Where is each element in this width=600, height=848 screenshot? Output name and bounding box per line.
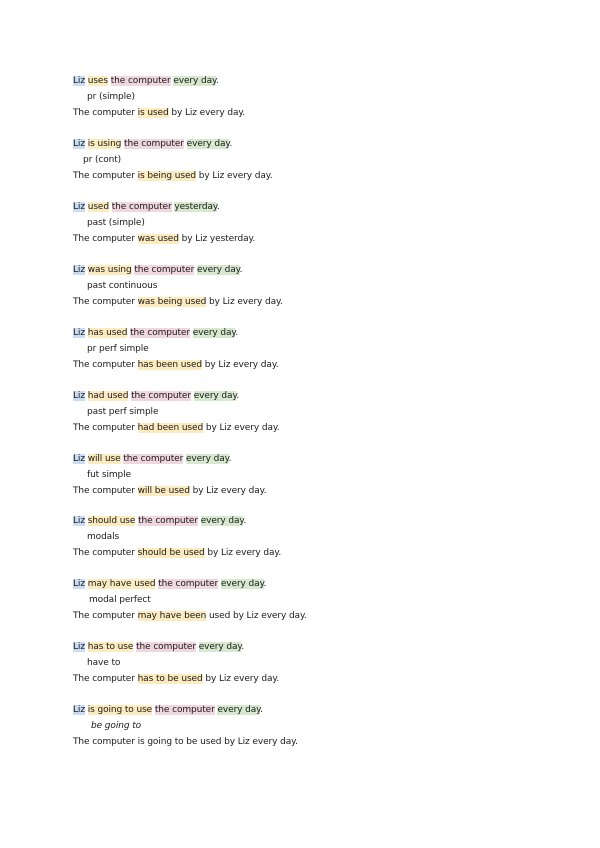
passive-sentence-segment: The computer <box>73 234 138 244</box>
tense-label: modals <box>87 532 120 542</box>
active-sentence-segment: the computer <box>131 391 191 401</box>
active-sentence-segment: the computer <box>158 579 219 589</box>
active-sentence-segment: Liz <box>73 642 85 652</box>
passive-sentence-segment: The computer <box>73 548 138 558</box>
active-sentence-segment: used <box>87 202 109 212</box>
passive-sentence-segment: The computer <box>73 486 138 496</box>
passive-sentence <box>73 671 573 687</box>
passive-sentence-segment: by Liz every day. <box>202 360 279 370</box>
passive-sentence-segment: should be used <box>137 548 205 558</box>
tense-label: be going to <box>91 721 142 731</box>
active-sentence-segment: may have used <box>87 579 156 589</box>
active-sentence-segment: Liz <box>73 139 85 149</box>
active-sentence-segment: should use <box>87 516 136 526</box>
active-sentence-segment: Liz <box>73 705 85 715</box>
active-sentence-segment: . <box>229 139 233 149</box>
passive-sentence-segment: The computer <box>73 360 138 370</box>
passive-sentence-segment: was used <box>137 234 179 244</box>
active-sentence-segment: . <box>239 265 243 275</box>
active-sentence <box>73 388 573 404</box>
active-sentence <box>73 639 573 655</box>
active-sentence-segment: . <box>260 705 263 715</box>
active-sentence-segment: Liz <box>73 454 85 464</box>
active-sentence-segment: the computer <box>123 454 184 464</box>
passive-sentence <box>73 105 573 121</box>
active-sentence-segment: the computer <box>138 516 198 526</box>
active-sentence-segment: the computer <box>110 76 171 86</box>
tense-label: fut simple <box>87 470 131 480</box>
passive-sentence <box>73 168 573 184</box>
sentence-group <box>73 262 573 310</box>
active-sentence-segment: . <box>236 391 240 401</box>
active-sentence-segment: . <box>243 516 247 526</box>
passive-sentence-segment: by Liz every day. <box>203 423 280 433</box>
passive-sentence <box>73 357 573 373</box>
passive-sentence-segment: by Liz every day. <box>206 297 283 307</box>
passive-sentence <box>73 734 573 750</box>
sentence-group <box>73 73 573 121</box>
active-sentence <box>73 513 573 529</box>
active-sentence-segment: every day <box>186 139 230 149</box>
active-sentence <box>73 325 573 341</box>
passive-sentence-segment: has been used <box>137 360 203 370</box>
active-sentence <box>73 136 573 152</box>
tense-label: past (simple) <box>87 218 145 228</box>
active-sentence-segment: every day <box>185 454 229 464</box>
active-sentence-segment: has to use <box>87 642 134 652</box>
passive-sentence <box>73 231 573 247</box>
passive-sentence <box>73 294 573 310</box>
active-sentence-segment: every day <box>200 516 244 526</box>
passive-sentence-segment: by Liz every day. <box>196 171 273 181</box>
passive-sentence-segment: was being used <box>137 297 207 307</box>
sentence-group <box>73 702 573 750</box>
passive-sentence-segment: by Liz every day. <box>168 108 246 118</box>
passive-sentence-segment: by Liz every day. <box>202 674 280 684</box>
active-sentence <box>73 262 573 278</box>
active-sentence-segment: Liz <box>73 202 85 212</box>
active-sentence-segment: yesterday <box>174 202 217 212</box>
active-sentence <box>73 73 573 89</box>
active-sentence-segment: . <box>216 202 220 212</box>
active-sentence-segment: will use <box>87 454 121 464</box>
tense-label: modal perfect <box>89 595 151 605</box>
active-sentence-segment: the computer <box>154 705 215 715</box>
passive-sentence-segment: has to be used <box>137 674 203 684</box>
passive-sentence-segment: by Liz every day. <box>204 548 282 558</box>
passive-sentence-segment: The computer <box>73 674 138 684</box>
passive-sentence <box>73 608 573 624</box>
passive-sentence-segment: is being used <box>137 171 196 181</box>
active-sentence-segment: Liz <box>73 76 85 86</box>
passive-sentence <box>73 483 573 499</box>
active-sentence-segment: every day <box>173 76 216 86</box>
sentence-group <box>73 576 573 624</box>
active-sentence-segment: every day <box>220 579 264 589</box>
sentence-group <box>73 388 573 436</box>
active-sentence-segment: the computer <box>124 139 184 149</box>
active-sentence-segment: the computer <box>134 265 195 275</box>
active-sentence-segment: every day <box>196 265 240 275</box>
active-sentence-segment: was using <box>87 265 132 275</box>
active-sentence-segment: the computer <box>111 202 172 212</box>
passive-sentence-segment: The computer <box>73 171 138 181</box>
sentence-group <box>73 451 573 499</box>
active-sentence-segment: is going to use <box>87 705 153 715</box>
active-sentence-segment: the computer <box>136 642 196 652</box>
sentence-group <box>73 199 573 247</box>
active-sentence-segment: is using <box>87 139 122 149</box>
active-sentence-segment: Liz <box>73 265 85 275</box>
tense-label: pr perf simple <box>87 344 149 354</box>
tense-label: past continuous <box>87 281 158 291</box>
tense-label: past perf simple <box>87 407 159 417</box>
active-sentence <box>73 576 573 592</box>
passive-sentence-segment: by Liz yesterday. <box>178 234 256 244</box>
passive-sentence <box>73 420 573 436</box>
active-sentence-segment: had used <box>87 391 129 401</box>
active-sentence-segment: . <box>241 642 245 652</box>
passive-sentence-segment: The computer <box>73 611 138 621</box>
active-sentence-segment: . <box>228 454 232 464</box>
active-sentence-segment: uses <box>87 76 108 86</box>
tense-label: have to <box>87 658 121 668</box>
passive-sentence-segment: The computer <box>73 108 138 118</box>
active-sentence-segment: every day <box>198 642 242 652</box>
tense-label: pr (simple) <box>87 92 135 102</box>
active-sentence-segment: every day <box>192 328 236 338</box>
passive-sentence-segment: used by Liz every day. <box>206 611 307 621</box>
sentence-group <box>73 325 573 373</box>
active-sentence-segment: Liz <box>73 328 85 338</box>
active-sentence-segment: . <box>263 579 267 589</box>
passive-sentence-segment: The computer <box>73 297 138 307</box>
passive-sentence <box>73 545 573 561</box>
passive-sentence-segment: The computer <box>73 423 138 433</box>
tense-label: pr (cont) <box>83 155 122 165</box>
active-sentence <box>73 199 573 215</box>
active-sentence <box>73 451 573 467</box>
active-sentence-segment: every day <box>217 705 261 715</box>
passive-sentence-segment: The computer is going to be used by Liz every day. <box>73 737 298 747</box>
active-sentence <box>73 702 573 718</box>
active-sentence-segment: . <box>235 328 239 338</box>
sentence-group <box>73 513 573 561</box>
active-sentence-segment: has used <box>87 328 128 338</box>
passive-sentence-segment: will be used <box>137 486 190 496</box>
active-sentence-segment: . <box>216 76 219 86</box>
active-sentence-segment: Liz <box>73 391 85 401</box>
passive-sentence-segment: is used <box>137 108 169 118</box>
sentence-group <box>73 639 573 687</box>
passive-sentence-segment: by Liz every day. <box>189 486 267 496</box>
passive-sentence-segment: may have been <box>137 611 207 621</box>
sentence-group <box>73 136 573 184</box>
active-sentence-segment: Liz <box>73 579 85 589</box>
passive-sentence-segment: had been used <box>137 423 204 433</box>
active-sentence-segment: the computer <box>130 328 190 338</box>
active-sentence-segment: every day <box>193 391 237 401</box>
active-sentence-segment: Liz <box>73 516 85 526</box>
